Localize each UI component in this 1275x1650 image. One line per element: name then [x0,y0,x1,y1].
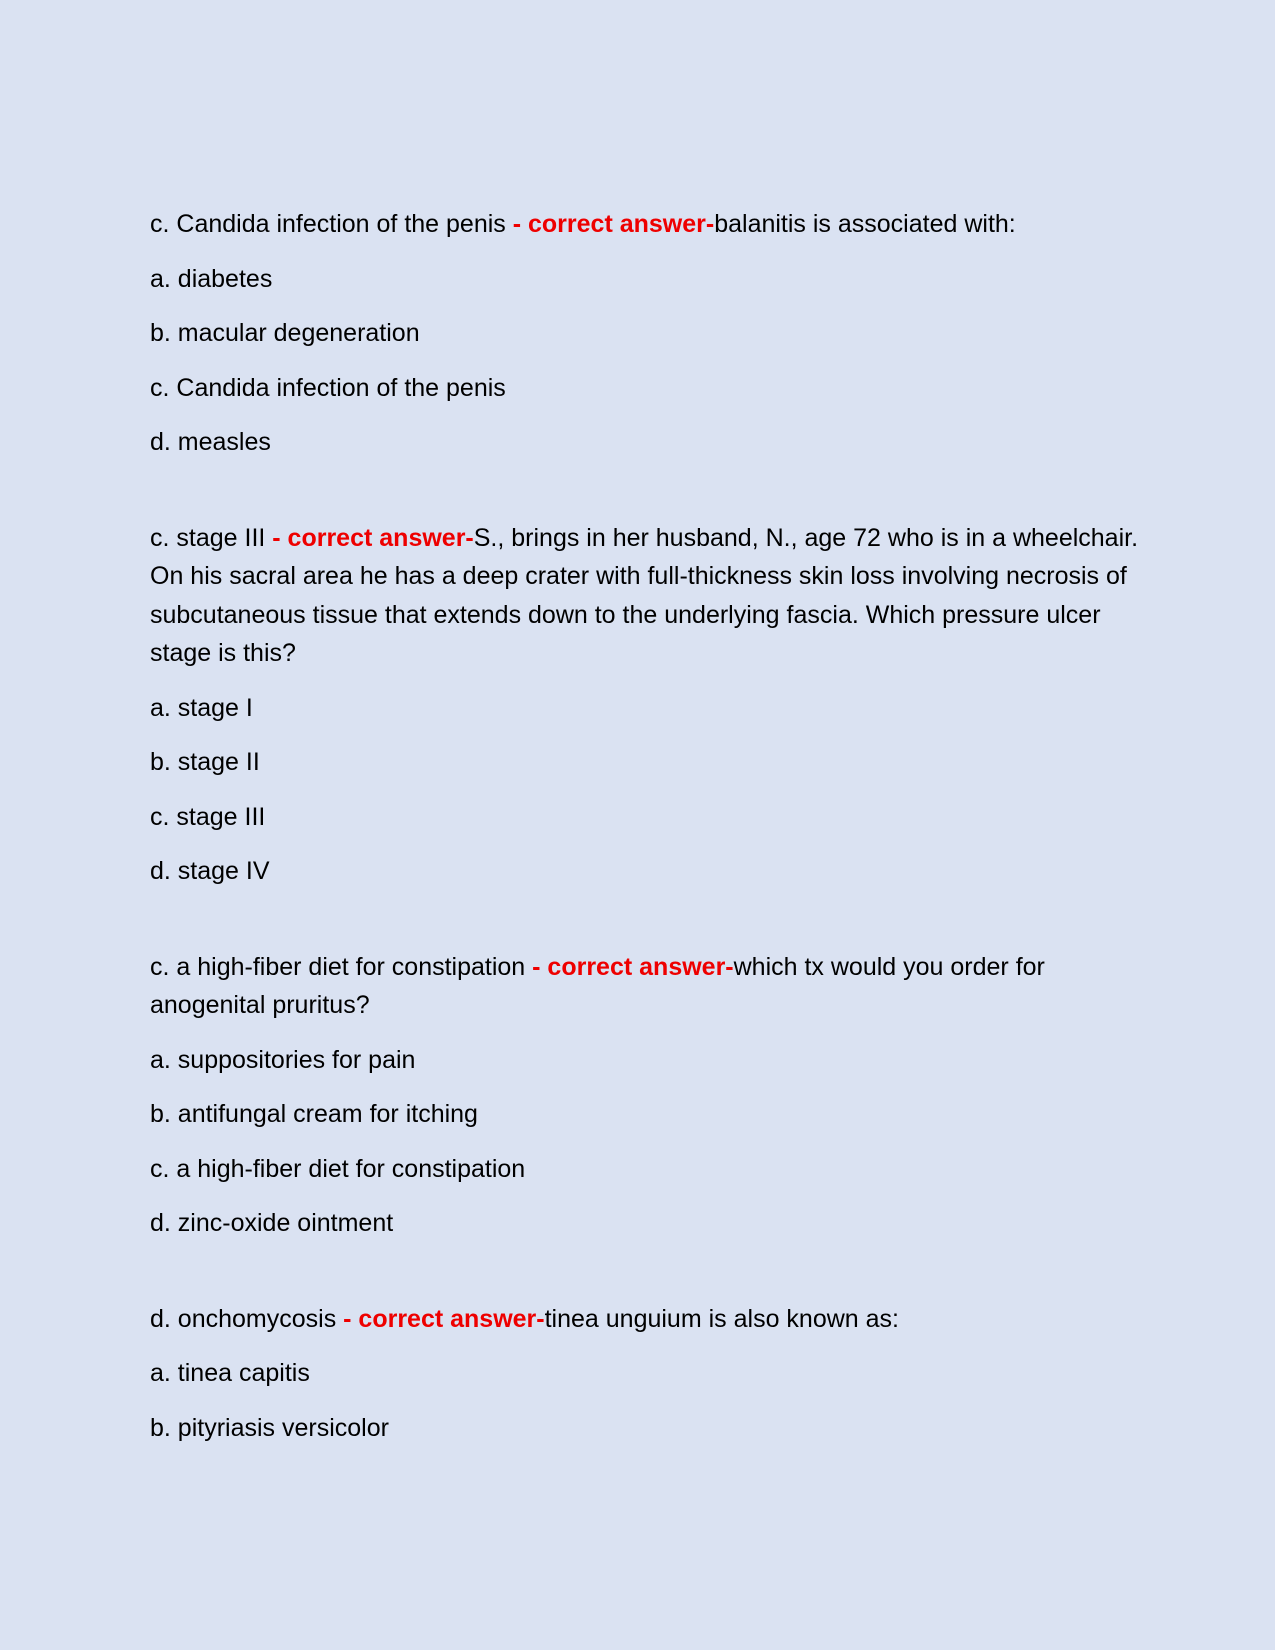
correct-answer-marker: - correct answer- [532,952,734,981]
option-d: d. measles [150,428,271,456]
question-text: balanitis is associated with: [714,210,1016,238]
correct-answer-marker: - correct answer- [343,1304,545,1333]
question-text: tinea unguium is also known as: [544,1304,899,1333]
document-page [150,205,1140,1504]
correct-answer-marker: - correct answer- [272,523,474,552]
question-stem [150,519,1140,673]
question-text: S., brings in her husband, N., age 72 who is in a wheelchair. On his sacral area he has a deep crater with full-thickness skin loss involving necrosis of subcutaneous tissue that extends down to the underlying fascia. Which pressure ulcer stage is this? [150,523,1139,667]
stated-answer: c. stage III [150,523,273,552]
stated-answer: c. a high-fiber diet for constipation [150,952,533,981]
option-b: b. pityriasis versicolor [150,1413,389,1442]
option-c: c. stage III [150,802,266,831]
option-a: a. stage I [150,693,253,722]
option-a: a. diabetes [150,264,273,293]
question-stem [150,1300,1140,1339]
question-block-3 [150,948,1140,1243]
correct-answer-marker: - correct answer- [512,210,715,238]
question-stem [150,948,1140,1025]
question-text: which tx would you order for anogenital pruritus? [150,952,1045,1019]
option-c: c. a high-fiber diet for constipation [150,1154,526,1183]
question-block-2 [150,519,1140,891]
option-a: a. tinea capitis [150,1359,310,1387]
question-stem [150,205,1140,244]
option-d: d. zinc-oxide ointment [150,1209,394,1237]
question-block-1 [150,205,1140,462]
stated-answer: c. Candida infection of the penis [150,210,513,238]
option-a: a. suppositories for pain [150,1045,416,1074]
option-b: b. antifungal cream for itching [150,1100,478,1128]
option-d: d. stage IV [150,857,270,885]
option-c: c. Candida infection of the penis [150,373,506,402]
stated-answer: d. onchomycosis [150,1304,344,1333]
option-b: b. macular degeneration [150,319,420,347]
question-block-4 [150,1300,1140,1448]
option-b: b. stage II [150,748,260,776]
